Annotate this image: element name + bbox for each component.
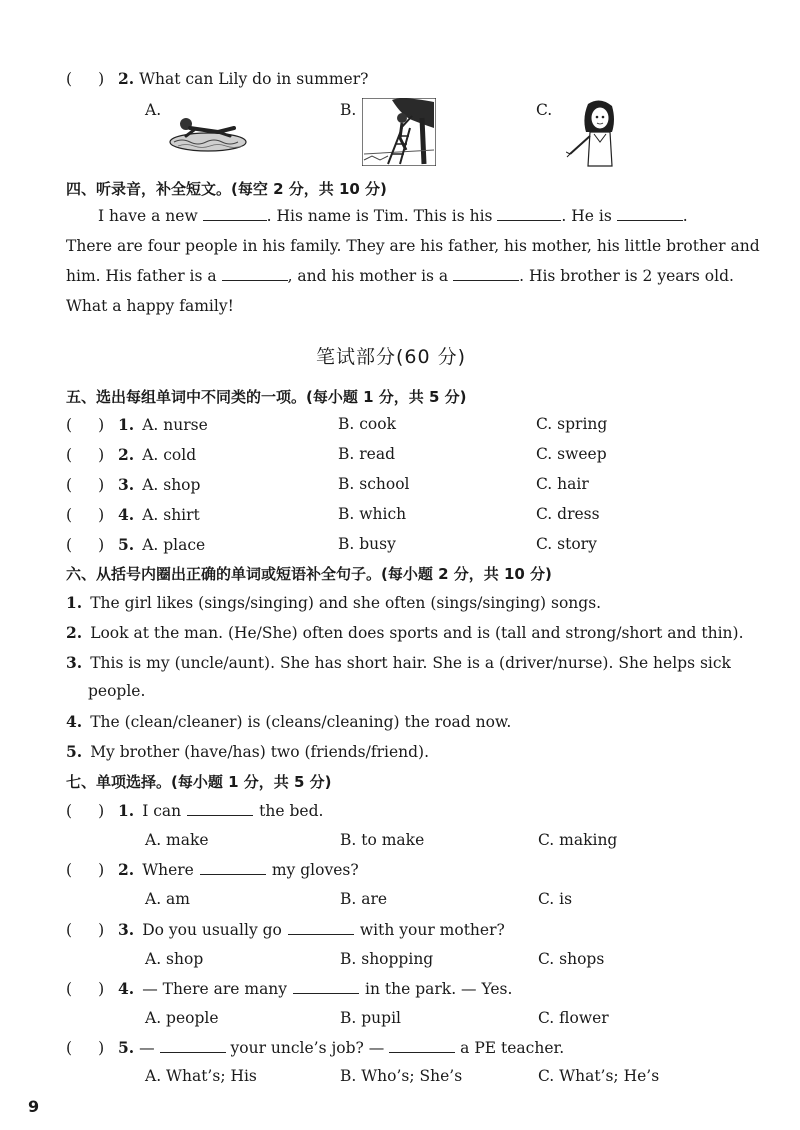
item-number: 4.	[118, 505, 135, 524]
question-text: with your mother?	[359, 921, 505, 939]
swimming-picture-icon[interactable]	[168, 106, 248, 154]
climbing-tree-picture-icon[interactable]	[362, 98, 436, 166]
mc-question	[66, 801, 323, 820]
item-number: 2.	[118, 860, 135, 879]
sentence-text: My brother (have/has) two (friends/friend).	[90, 743, 430, 761]
mc-question	[66, 860, 359, 879]
option-a[interactable]: A. What’s; His	[145, 1067, 257, 1085]
option-a[interactable]: A. shirt	[142, 506, 200, 524]
item-number: 1.	[118, 415, 135, 434]
item-number: 2.	[118, 445, 135, 464]
question-text: Do you usually go	[142, 921, 282, 939]
answer-paren[interactable]: ( )	[66, 476, 105, 494]
sentence-row	[66, 593, 601, 612]
sentence-text: This is my (uncle/aunt). She has short hair. She is a (driver/nurse). She helps sick	[90, 654, 731, 672]
sentence-row	[66, 653, 731, 672]
option-b[interactable]: B. school	[338, 475, 410, 493]
choice-row	[66, 505, 200, 524]
answer-blank[interactable]	[293, 980, 359, 994]
answer-blank[interactable]	[288, 921, 354, 935]
sentence-row	[66, 623, 744, 642]
option-a[interactable]: A. people	[145, 1009, 219, 1027]
answer-paren[interactable]: ( )	[66, 980, 105, 998]
question-text: my gloves?	[271, 861, 359, 879]
choice-row	[66, 535, 205, 554]
sentence-text: The girl likes (sings/singing) and she often (sings/singing) songs.	[90, 594, 602, 612]
choice-row	[66, 415, 208, 434]
question-text: in the park. — Yes.	[365, 980, 513, 998]
section-7-heading: 七、单项选择。(每小题 1 分，共 5 分)	[66, 773, 332, 791]
option-b[interactable]: B. are	[340, 890, 388, 908]
passage-line-1: I have a new . His name is Tim. This is his . He is .	[98, 207, 688, 225]
option-a[interactable]: A. shop	[142, 476, 201, 494]
answer-paren[interactable]: ( )	[66, 921, 105, 939]
option-b[interactable]: B. Who’s; She’s	[340, 1067, 463, 1085]
section-4-heading: 四、听录音，补全短文。(每空 2 分，共 10 分)	[66, 180, 387, 198]
item-number: 2.	[66, 623, 83, 642]
answer-paren[interactable]: ( )	[66, 70, 105, 88]
passage-line-3: him. His father is a , and his mother is a . His brother is 2 years old.	[66, 267, 734, 285]
option-c[interactable]: C. story	[536, 535, 597, 553]
written-part-title: 笔试部分(60 分)	[316, 346, 467, 368]
option-a[interactable]: A. am	[145, 890, 190, 908]
blank-4[interactable]	[222, 267, 288, 281]
option-a[interactable]: A. nurse	[142, 416, 208, 434]
blank-2[interactable]	[497, 207, 561, 221]
option-a[interactable]: A. cold	[142, 446, 197, 464]
choice-row	[66, 475, 200, 494]
item-number: 4.	[66, 712, 83, 731]
option-a[interactable]: A. shop	[145, 950, 204, 968]
option-c-label: C.	[536, 101, 553, 119]
sentence-text: Look at the man. (He/She) often does sports and is (tall and strong/short and thin).	[90, 624, 744, 642]
listening-question-2: ( ) 2. What can Lily do in summer?	[66, 69, 369, 88]
option-c[interactable]: C. hair	[536, 475, 589, 493]
page-number: 9	[28, 1097, 40, 1116]
answer-paren[interactable]: ( )	[66, 861, 105, 879]
answer-blank[interactable]	[187, 802, 253, 816]
option-b[interactable]: B. to make	[340, 831, 425, 849]
item-number: 5.	[118, 535, 135, 554]
answer-blank[interactable]	[389, 1039, 455, 1053]
option-c[interactable]: C. flower	[538, 1009, 609, 1027]
option-a[interactable]: A. make	[145, 831, 209, 849]
item-number: 3.	[118, 920, 135, 939]
option-c[interactable]: C. shops	[538, 950, 605, 968]
mc-question-5: ( ) 5. — your uncle’s job? — a PE teacher.	[66, 1038, 565, 1057]
mc-question	[66, 979, 512, 998]
option-a[interactable]: A. place	[142, 536, 206, 554]
option-c[interactable]: C. sweep	[536, 445, 607, 463]
option-c[interactable]: C. dress	[536, 505, 600, 523]
answer-paren[interactable]: ( )	[66, 506, 105, 524]
option-b[interactable]: B. which	[338, 505, 407, 523]
item-number: 4.	[118, 979, 135, 998]
sentence-row	[66, 712, 511, 731]
item-number: 5.	[66, 742, 83, 761]
option-c[interactable]: C. making	[538, 831, 618, 849]
option-c[interactable]: C. is	[538, 890, 573, 908]
option-a-label: A.	[145, 101, 162, 119]
question-text: I can	[142, 802, 182, 820]
answer-paren[interactable]: ( )	[66, 416, 105, 434]
question-text: the bed.	[259, 802, 324, 820]
question-text: What can Lily do in summer?	[139, 70, 369, 88]
question-text: — There are many	[142, 980, 288, 998]
answer-paren[interactable]: ( )	[66, 446, 105, 464]
item-number: 1.	[118, 801, 135, 820]
option-b[interactable]: B. pupil	[340, 1009, 401, 1027]
blank-1[interactable]	[203, 207, 267, 221]
passage-line-4: What a happy family!	[66, 297, 234, 315]
sentence-row	[88, 682, 145, 700]
option-c[interactable]: C. spring	[536, 415, 608, 433]
section-6-heading: 六、从括号内圈出正确的单词或短语补全句子。(每小题 2 分，共 10 分)	[66, 565, 552, 583]
blank-5[interactable]	[453, 267, 519, 281]
option-b[interactable]: B. shopping	[340, 950, 434, 968]
answer-blank[interactable]	[200, 861, 266, 875]
girl-picture-icon[interactable]	[566, 98, 628, 168]
option-b-label: B.	[340, 101, 357, 119]
answer-blank[interactable]	[160, 1039, 226, 1053]
item-number: 3.	[66, 653, 83, 672]
choice-row	[66, 445, 196, 464]
section-5-heading: 五、选出每组单词中不同类的一项。(每小题 1 分，共 5 分)	[66, 388, 467, 406]
option-b[interactable]: B. cook	[338, 415, 396, 433]
answer-paren[interactable]: ( )	[66, 536, 105, 554]
answer-paren[interactable]: ( )	[66, 1039, 105, 1057]
answer-paren[interactable]: ( )	[66, 802, 105, 820]
item-number: 1.	[66, 593, 83, 612]
option-b[interactable]: B. read	[338, 445, 395, 463]
mc-question	[66, 920, 505, 939]
item-number: 3.	[118, 475, 135, 494]
sentence-text: people.	[88, 682, 146, 700]
sentence-text: The (clean/cleaner) is (cleans/cleaning) the road now.	[90, 713, 512, 731]
question-text: Where	[142, 861, 194, 879]
passage-line-2: There are four people in his family. They are his father, his mother, his little brother and	[66, 237, 760, 255]
blank-3[interactable]	[617, 207, 683, 221]
option-b[interactable]: B. busy	[338, 535, 396, 553]
option-c[interactable]: C. What’s; He’s	[538, 1067, 660, 1085]
sentence-row	[66, 742, 429, 761]
